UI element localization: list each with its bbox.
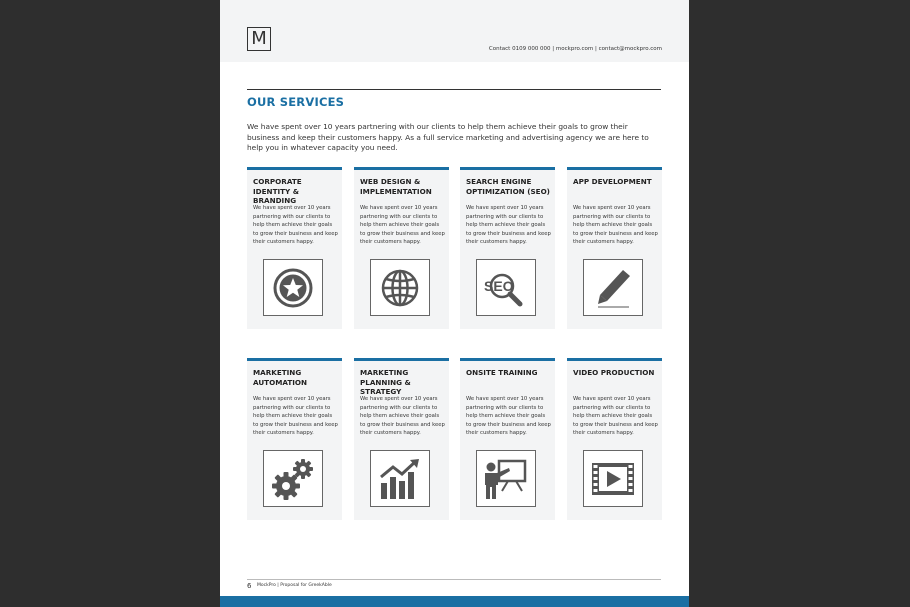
- seo-magnifier-icon: [479, 268, 533, 308]
- service-icon-frame: [583, 450, 643, 507]
- footer-accent-bar: [220, 596, 689, 607]
- growth-chart-icon: [377, 457, 423, 501]
- footer-text: MockPro | Proposal for GreekAble: [257, 583, 332, 588]
- logo: M: [247, 27, 271, 51]
- service-description: We have spent over 10 years partnering with our clients to help them achieve their goals to grow their business and keep their customers happy.: [573, 205, 658, 246]
- document-page: [220, 0, 689, 607]
- service-title: SEARCH ENGINE OPTIMIZATION (SEO): [466, 177, 550, 196]
- service-icon-frame: [476, 259, 536, 316]
- service-description: We have spent over 10 years partnering with our clients to help them achieve their goals to grow their business and keep their customers happy.: [360, 396, 445, 437]
- service-title: MARKETING PLANNING & STRATEGY: [360, 368, 411, 396]
- page-header: [220, 0, 689, 62]
- service-card: [247, 358, 342, 520]
- service-icon-frame: [370, 450, 430, 507]
- service-card: [247, 167, 342, 329]
- service-title: WEB DESIGN & IMPLEMENTATION: [360, 177, 432, 196]
- film-play-icon: [590, 459, 636, 499]
- presenter-icon: [482, 455, 530, 503]
- pencil-icon: [593, 267, 633, 309]
- seo-icon-text: SEO: [484, 277, 514, 294]
- section-divider: [247, 89, 661, 90]
- section-intro: We have spent over 10 years partnering with our clients to help them achieve their goals to grow their business and keep their customers happy. As a full service marketing and advertising agency we are here to help you in whatever capacity you need.: [247, 122, 649, 152]
- service-card: [354, 167, 449, 329]
- service-card: [567, 167, 662, 329]
- service-description: We have spent over 10 years partnering with our clients to help them achieve their goals to grow their business and keep their customers happy.: [466, 396, 551, 437]
- contact-info: Contact 0109 000 000 | mockpro.com | contact@mockpro.com: [488, 46, 662, 52]
- gears-icon: [269, 455, 317, 503]
- service-title: CORPORATE IDENTITY & BRANDING: [253, 177, 302, 205]
- service-description: We have spent over 10 years partnering with our clients to help them achieve their goals to grow their business and keep their customers happy.: [466, 205, 551, 246]
- service-title: APP DEVELOPMENT: [573, 177, 652, 186]
- service-title: ONSITE TRAINING: [466, 368, 538, 377]
- service-title: MARKETING AUTOMATION: [253, 368, 308, 387]
- service-description: We have spent over 10 years partnering with our clients to help them achieve their goals to grow their business and keep their customers happy.: [360, 205, 445, 246]
- service-icon-frame: [476, 450, 536, 507]
- service-description: We have spent over 10 years partnering with our clients to help them achieve their goals to grow their business and keep their customers happy.: [573, 396, 658, 437]
- service-card: [354, 358, 449, 520]
- service-title: VIDEO PRODUCTION: [573, 368, 655, 377]
- service-card: [460, 167, 555, 329]
- service-icon-frame: [263, 259, 323, 316]
- globe-icon: [380, 268, 420, 308]
- section-title: OUR SERVICES: [247, 95, 345, 109]
- star-badge-icon: [273, 268, 313, 308]
- service-description: We have spent over 10 years partnering with our clients to help them achieve their goals to grow their business and keep their customers happy.: [253, 205, 338, 246]
- service-icon-frame: [370, 259, 430, 316]
- service-icon-frame: [583, 259, 643, 316]
- service-icon-frame: [263, 450, 323, 507]
- service-card: [460, 358, 555, 520]
- service-description: We have spent over 10 years partnering with our clients to help them achieve their goals to grow their business and keep their customers happy.: [253, 396, 338, 437]
- footer-divider: [247, 579, 661, 580]
- page-number: 6: [247, 582, 252, 590]
- service-card: [567, 358, 662, 520]
